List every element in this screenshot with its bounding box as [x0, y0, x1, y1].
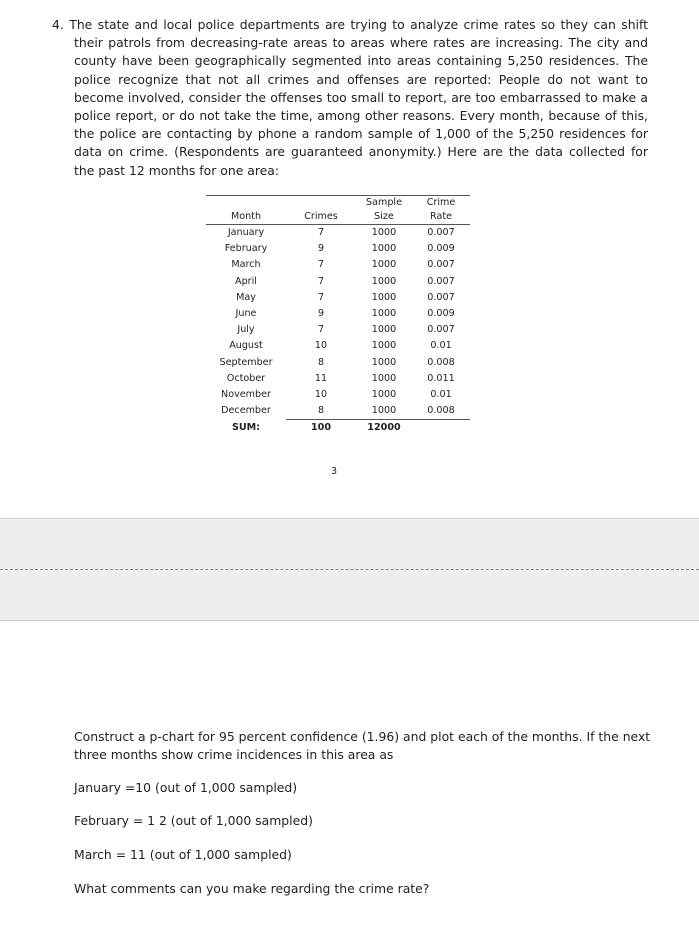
cell-month: February: [224, 243, 268, 255]
cell-crimes: 7: [317, 324, 325, 336]
table-row: [206, 257, 470, 273]
table-row: [206, 274, 470, 290]
sum-sample: 12000: [356, 420, 412, 437]
page-number: 3: [331, 466, 338, 477]
table-row: [206, 322, 470, 338]
cell-month: November: [221, 389, 271, 401]
cell-sample: 1000: [371, 227, 397, 238]
cell-sample: 1000: [371, 389, 397, 401]
question-line-february: February = 1 2 (out of 1,000 sampled): [74, 813, 313, 829]
header-rate-line2: Rate: [430, 210, 452, 222]
problem-statement: [52, 16, 648, 180]
cell-rate: 0.009: [427, 243, 455, 255]
question-intro: Construct a p-chart for 95 percent confidence (1.96) and plot each of the months. If the next three months show crime incidences in this area as: [74, 729, 651, 763]
cell-sample: 1000: [371, 291, 397, 303]
cell-sample: 1000: [371, 356, 397, 368]
table-row: [206, 290, 470, 306]
cell-month: December: [221, 405, 271, 417]
sum-crimes: 100: [286, 420, 356, 437]
cell-month: July: [237, 324, 255, 336]
cell-rate: 0.008: [412, 403, 470, 420]
cell-sample: 1000: [371, 372, 397, 384]
cell-crimes: 7: [317, 291, 325, 303]
cell-rate: 0.011: [427, 372, 455, 384]
crime-data-table: [206, 195, 470, 437]
cell-crimes: 10: [314, 389, 328, 401]
cell-rate: 0.01: [430, 340, 452, 352]
table-header-row: [206, 196, 470, 225]
header-sample-size: [356, 196, 412, 225]
cell-crimes: 7: [317, 227, 325, 238]
cell-rate: 0.007: [427, 259, 455, 271]
question-line-january: January =10 (out of 1,000 sampled): [74, 779, 298, 795]
cell-sample: 1000: [371, 259, 397, 271]
cell-crimes: 10: [314, 340, 328, 352]
cell-rate: 0.007: [427, 324, 455, 336]
cell-month: May: [236, 291, 256, 303]
cell-month: April: [235, 275, 257, 287]
table-row: [206, 338, 470, 354]
cell-sample: 1000: [371, 308, 397, 320]
cell-month: June: [235, 308, 257, 320]
cell-month: August: [229, 340, 263, 352]
header-month-label: Month: [230, 210, 262, 222]
cell-crimes: 8: [317, 356, 325, 368]
header-crimes-label: Crimes: [304, 210, 338, 222]
header-rate-line1: Crime: [426, 197, 456, 208]
page-break-line: [0, 569, 699, 570]
cell-crimes: 7: [317, 259, 325, 271]
table-row: [206, 403, 470, 420]
cell-crimes: 9: [317, 243, 325, 255]
cell-sample: 1000: [371, 405, 397, 417]
cell-rate: 0.009: [427, 308, 455, 320]
table-row: [206, 355, 470, 371]
cell-month: September: [219, 356, 273, 368]
cell-sample: 1000: [371, 340, 397, 352]
cell-rate: 0.008: [427, 356, 455, 368]
problem-number: 4.: [52, 17, 64, 32]
cell-sample: 1000: [371, 275, 397, 287]
header-crime-rate: [412, 196, 470, 225]
question-line-march: March = 11 (out of 1,000 sampled): [74, 847, 292, 862]
cell-sample: 1000: [371, 243, 397, 255]
sum-label: SUM:: [231, 422, 261, 434]
cell-crimes: 7: [317, 275, 325, 287]
table-row: [206, 241, 470, 257]
table-row: [206, 225, 470, 242]
question-section: [74, 728, 654, 898]
cell-sample: 1000: [371, 324, 397, 336]
cell-crimes: 9: [317, 308, 325, 320]
header-crimes: [286, 196, 356, 225]
header-month: [206, 196, 286, 225]
question-closing: What comments can you make regarding the crime rate?: [74, 880, 430, 896]
header-sample-line2: Size: [374, 210, 394, 222]
table-sum-row: [206, 420, 470, 437]
problem-text: The state and local police departments are trying to analyze crime rates so they can shift their patrols from decreasing-rate areas to areas where rates are increasing. The city and county have been geographically segmented into areas containing 5,250 residences. The police recognize that not all crimes and offenses are reported: People do not want to become involved, consider the offenses too small to report, are too embarrassed to make a police report, or do not take the time, among other reasons. Every month, because of this, the police are contacting by phone a random sample of 1,000 of the 5,250 residences for data on crime. (Respondents are guaranteed anonymity.) Here are the data collected for the past 12 months for one area:: [69, 17, 648, 178]
cell-rate: 0.007: [427, 227, 455, 238]
table-row: [206, 387, 470, 403]
cell-rate: 0.007: [427, 275, 455, 287]
cell-month: March: [231, 259, 261, 271]
cell-crimes: 11: [314, 372, 328, 384]
cell-rate: 0.01: [430, 389, 452, 401]
cell-month: January: [227, 227, 265, 238]
table-row: [206, 371, 470, 387]
header-sample-line1: Sample: [366, 197, 402, 208]
cell-crimes: 8: [317, 405, 325, 417]
cell-rate: 0.007: [427, 291, 455, 303]
table-row: [206, 306, 470, 322]
problem-paragraph: [52, 16, 648, 180]
sum-rate-empty: [412, 420, 470, 437]
cell-month: October: [226, 372, 266, 384]
